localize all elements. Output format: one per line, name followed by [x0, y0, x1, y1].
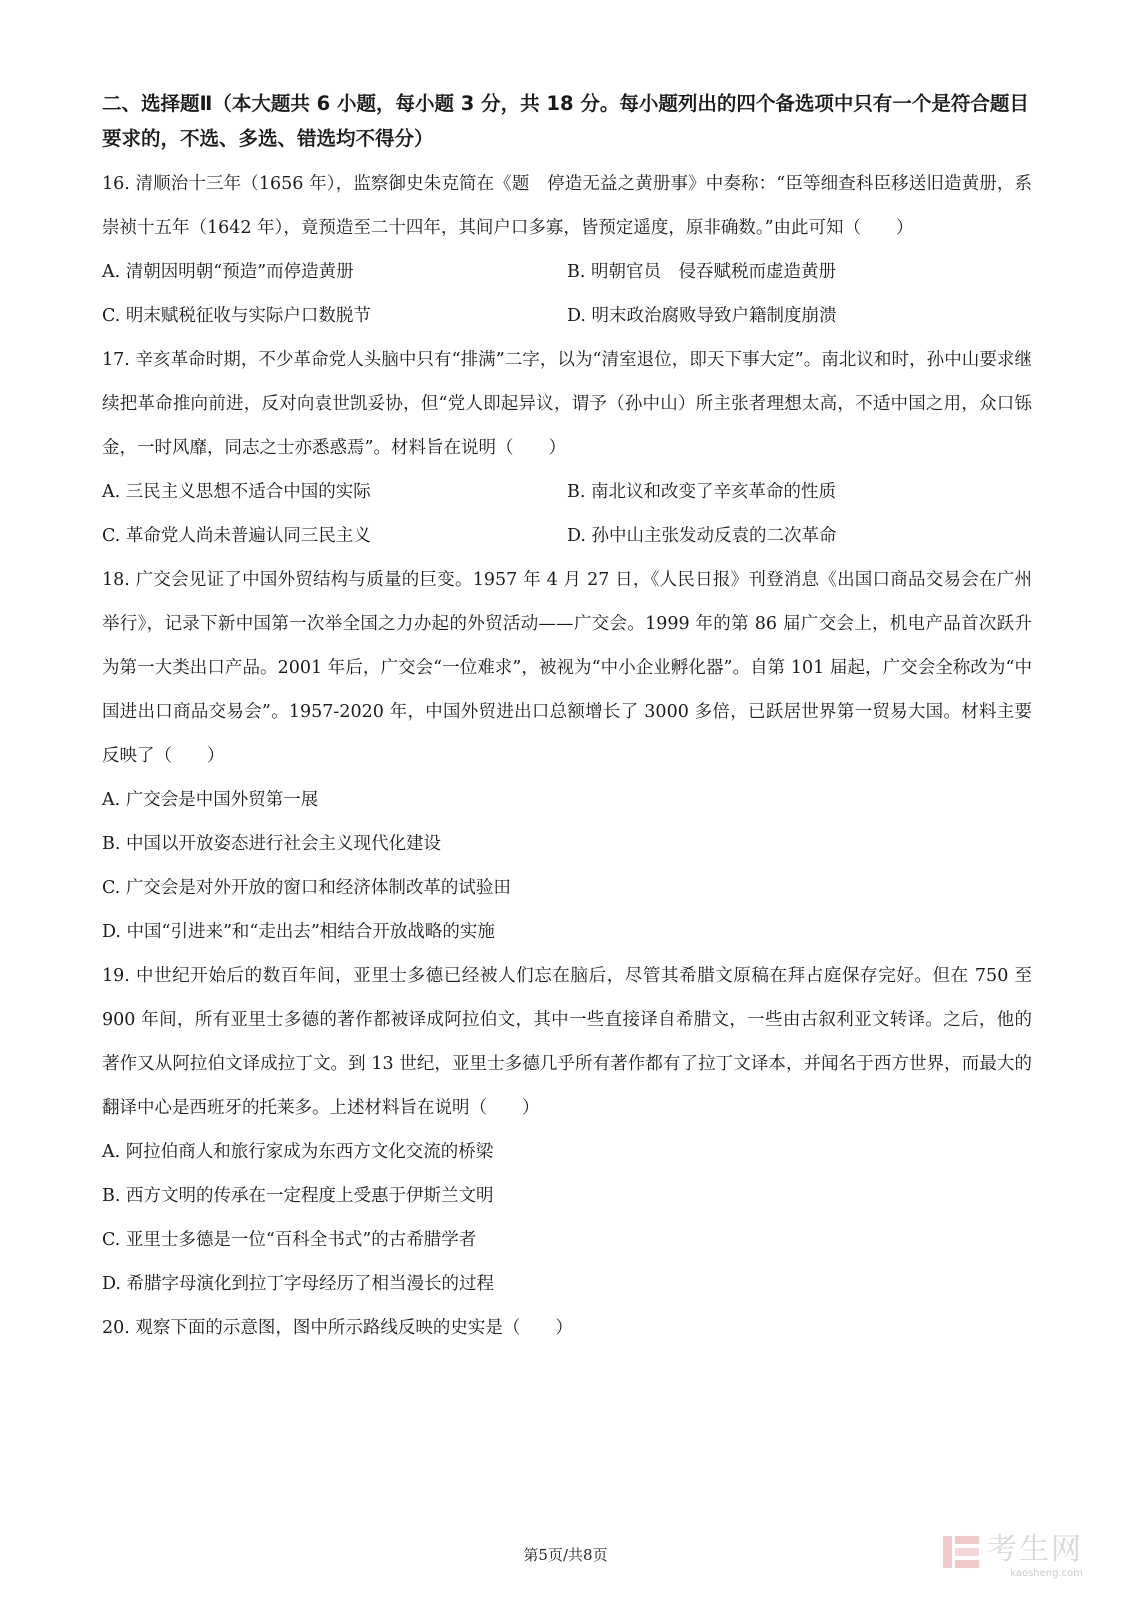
question-stem: 16. 清顺治十三年（1656 年），监察御史朱克简在《题 停造无益之黄册事》中奏称：“臣等细查科臣移送旧造黄册，系崇祯十五年（1642 年），竟预造至二十四年，其间户口多寡，皆预定遥度，原非确数。”由此可知（ ） — [102, 174, 1032, 238]
option-b: B. 南北议和改变了辛亥革命的性质 — [567, 482, 836, 502]
option-d: D. 孙中山主张发动反袁的二次革命 — [567, 526, 837, 546]
section-heading: 二、选择题Ⅱ（本大题共 6 小题，每小题 3 分，共 18 分。每小题列出的四个备选项中只有一个是符合题目要求的，不选、多选、错选均不得分） — [102, 92, 1029, 150]
question-stem: 20. 观察下面的示意图，图中所示路线反映的史实是（ ） — [102, 1318, 573, 1338]
option-list — [102, 470, 1032, 558]
option-d: D. 中国“引进来”和“走出去”相结合开放战略的实施 — [102, 922, 495, 942]
option-list — [102, 250, 1032, 338]
question-19 — [102, 954, 1032, 1306]
watermark-url: kaosheng.com — [1010, 1568, 1083, 1579]
question-16 — [102, 162, 1032, 338]
option-c: C. 广交会是对外开放的窗口和经济体制改革的试验田 — [102, 878, 511, 898]
question-stem: 17. 辛亥革命时期，不少革命党人头脑中只有“排满”二字，以为“清室退位，即天下事大定”。南北议和时，孙中山要求继续把革命推向前进，反对向袁世凯妥协，但“党人即起异议，谓予（孙中山）所主张者理想太高，不适中国之用，众口铄金，一时风靡，同志之士亦悉惑焉”。材料旨在说明（ ） — [102, 350, 1032, 458]
option-list — [102, 1130, 1032, 1306]
option-d: D. 希腊字母演化到拉丁字母经历了相当漫长的过程 — [102, 1274, 495, 1294]
kaosheng-logo-icon — [941, 1532, 981, 1572]
option-c: C. 明末赋税征收与实际户口数脱节 — [102, 306, 371, 326]
option-c: C. 亚里士多德是一位“百科全书式”的古希腊学者 — [102, 1230, 477, 1250]
option-a: A. 清朝因明朝“预造”而停造黄册 — [102, 262, 354, 282]
question-17 — [102, 338, 1032, 558]
watermark-text: 考生网 — [987, 1532, 1083, 1567]
option-b: B. 西方文明的传承在一定程度上受惠于伊斯兰文明 — [102, 1186, 494, 1206]
option-a: A. 广交会是中国外贸第一展 — [102, 790, 319, 810]
option-c: C. 革命党人尚未普遍认同三民主义 — [102, 526, 371, 546]
question-stem: 19. 中世纪开始后的数百年间，亚里士多德已经被人们忘在脑后，尽管其希腊文原稿在拜占庭保存完好。但在 750 至 900 年间，所有亚里士多德的著作都被译成阿拉伯文，其中一些直接译自希腊文，一些由古叙利亚文转译。之后，他的著作又从阿拉伯文译成拉丁文。到 13 世纪，亚里士多德几乎所有著作都有了拉丁文译本，并闻名于西方世界，而最大的翻译中心是西班牙的托莱多。上述材料旨在说明（ ） — [102, 966, 1032, 1118]
watermark — [941, 1524, 1083, 1579]
option-list — [102, 778, 1032, 954]
exam-page — [102, 86, 1032, 1350]
option-d: D. 明末政治腐败导致户籍制度崩溃 — [567, 306, 837, 326]
question-20 — [102, 1306, 1032, 1350]
question-stem: 18. 广交会见证了中国外贸结构与质量的巨变。1957 年 4 月 27 日，《人民日报》刊登消息《出国口商品交易会在广州举行》，记录下新中国第一次举全国之力办起的外贸活动——广交会。1999 年的第 86 届广交会上，机电产品首次跃升为第一大类出口产品。2001 年后，广交会“一位难求”，被视为“中小企业孵化器”。自第 101 届起，广交会全称改为“中国进出口商品交易会”。1957-2020 年，中国外贸进出口总额增长了 3000 多倍，已跃居世界第一贸易大国。材料主要反映了（ ） — [102, 570, 1032, 766]
question-18 — [102, 558, 1032, 954]
page-number: 第5页/共8页 — [523, 1546, 608, 1564]
option-a: A. 阿拉伯商人和旅行家成为东西方文化交流的桥梁 — [102, 1142, 494, 1162]
option-b: B. 中国以开放姿态进行社会主义现代化建设 — [102, 834, 441, 854]
option-a: A. 三民主义思想不适合中国的实际 — [102, 482, 371, 502]
option-b: B. 明朝官员 侵吞赋税而虚造黄册 — [567, 262, 836, 282]
